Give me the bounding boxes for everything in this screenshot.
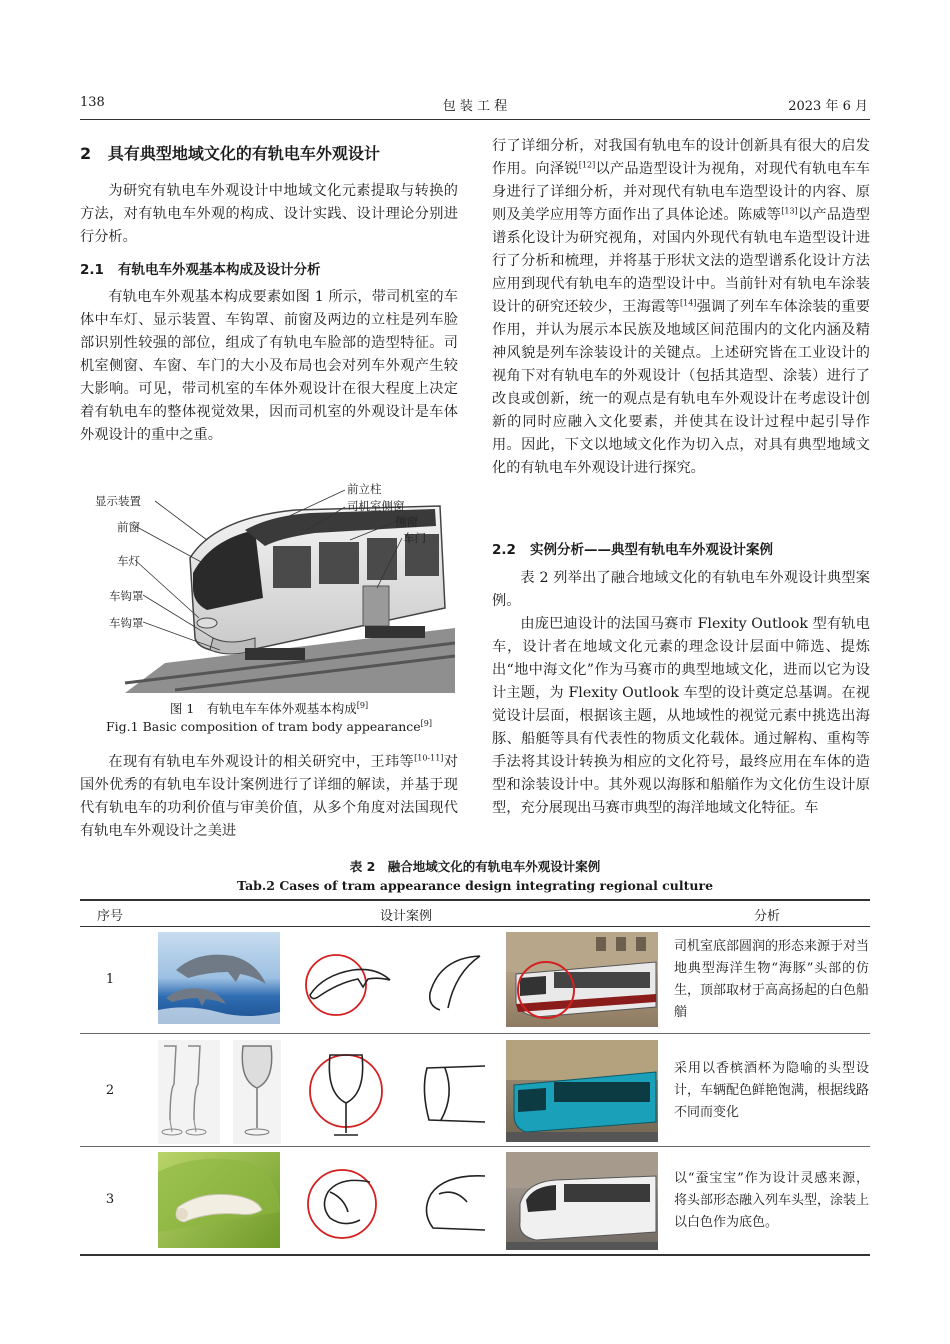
- label-door: 车门: [403, 531, 426, 545]
- paragraph-right-1: [492, 135, 870, 480]
- section-number: 2: [80, 144, 92, 163]
- paragraph-2-1: 有轨电车外观基本构成要素如图 1 所示，带司机室的车体中车灯、显示装置、车钩罩、前窗及两边的立柱是列车脸部识别性较强的部位，组成了有轨电车脸部的造型特征。司机室侧窗、车窗、车门的大小及布局也会对列车外观产生较大影响。可见，带司机室的车体外观设计在很大程度上决定着有轨电车的整体视觉效果，因而司机室的外观设计是车体外观设计的重中之重。: [80, 289, 458, 443]
- table-header-case: 设计案例: [380, 909, 433, 924]
- table-2-title-cn: 表 2 融合地域文化的有轨电车外观设计案例: [349, 859, 601, 874]
- marseille-tram-photo: [506, 932, 658, 1027]
- subsection-title: 实例分析——典型有轨电车外观设计案例: [530, 542, 774, 558]
- paragraph-right-2: 表 2 列举出了融合地域文化的有轨电车外观设计典型案例。: [492, 570, 870, 609]
- silkworm-photo: [158, 1152, 280, 1248]
- caption-cn-ref: [9]: [356, 700, 369, 710]
- subsection-2-2-heading: [492, 538, 773, 558]
- issue-date: 2023 年 6 月: [788, 99, 868, 114]
- dolphin-photo: [158, 932, 280, 1024]
- figure-1: [95, 478, 455, 693]
- text-run: 行了详细分析，对我国有轨电车的设计创新具有很大的启发作用。向泽锐: [492, 138, 870, 177]
- bow-sketch: [420, 948, 490, 1018]
- table-row-rule: [80, 1033, 870, 1034]
- blue-tram-photo: [506, 1040, 658, 1142]
- label-side-window: 侧窗: [395, 515, 418, 529]
- label-coupler-cover-2: 车钩罩: [109, 616, 144, 630]
- label-front-pillar: 前立柱: [347, 482, 382, 496]
- subsection-number: 2.2: [492, 542, 516, 558]
- paragraph-left-bottom: [80, 751, 458, 843]
- champagne-glass-photo-2: [233, 1040, 281, 1144]
- text-run: 在现有有轨电车外观设计的相关研究中，王玮等: [108, 754, 415, 770]
- table-top-rule: [80, 899, 870, 901]
- section-title: 具有典型地域文化的有轨电车外观设计: [107, 144, 380, 163]
- glass-sketch: [298, 1045, 398, 1145]
- text-run: 以产品造型设计为视角，对现代有轨电车车身进行了详细分析，并对现代有轨电车造型设计的内容、原则及美学应用等方面作出了具体论述。陈威等: [492, 161, 870, 223]
- table-row-1-analysis: 司机室底部圆润的形态来源于对当地典型海洋生物“海豚”头部的仿生，顶部取材于高高扬起的白色船艏: [674, 939, 870, 1020]
- silkworm-sketch: [300, 1158, 400, 1248]
- table-header-analysis: 分析: [754, 909, 781, 924]
- caption-cn: 图 1 有轨电车车体外观基本构成: [169, 701, 357, 716]
- citation-ref: [12]: [578, 160, 596, 170]
- page-number: 138: [80, 95, 105, 110]
- citation-ref: [13]: [781, 206, 798, 216]
- table-row-2-num: 2: [105, 1083, 115, 1098]
- table-row-3-analysis: 以“蚕宝宝”作为设计灵感来源，将头部形态融入列车头型，涂装上以白色作为底色。: [674, 1171, 870, 1230]
- text-run: 对国外优秀的有轨电车设计案例进行了详细的解读，并基于现代有轨电车的功利价值与审美价值，从多个角度对法国现代有轨电车外观设计之美进: [80, 754, 458, 839]
- table-row-2-analysis: 采用以香槟酒杯为隐喻的头型设计，车辆配色鲜艳饱满，根据线路不同而变化: [674, 1061, 870, 1120]
- paragraph-right-3: 由庞巴迪设计的法国马赛市 Flexity Outlook 型有轨电车，设计者在地域文化元素的理念设计层面中筛选、提炼出“地中海文化”作为马赛市的典型地域文化，进而以它为设计主题，为 Flexity Outlook 车型的设计奠定总基调。在视觉设计层面，根据该主题，从地域性的视觉元素中挑选出海豚、船艇等具有代表性的物质文化载体。通过解构、重构等手法将其设计转换为相应的文化符号，最终应用在车体的造型和涂装设计中。其外观以海豚和船艏作为文化仿生设计原型，充分展现出马赛市典型的海洋地域文化特征。车: [492, 616, 870, 816]
- table-2-title-en: Tab.2 Cases of tram appearance design integrating regional culture: [236, 878, 714, 893]
- header-rule: [80, 119, 870, 120]
- table-row-3-num: 3: [105, 1192, 115, 1207]
- intro-paragraph: 为研究有轨电车外观设计中地域文化元素提取与转换的方法，对有轨电车外观的构成、设计实践、设计理论分别进行分析。: [80, 183, 458, 245]
- text-run: 以产品造型谱系化设计为研究视角，对国内外现代有轨电车造型设计进行了分析和梳理，并将基于形状文法的造型谱系化设计方法应用到现代有轨电车的造型设计中。当前针对有轨电车涂装设计的研究还较少，王海霞等: [492, 207, 870, 315]
- table-header-num: 序号: [96, 909, 123, 924]
- section-2-heading: [80, 141, 380, 164]
- citation-ref: [10-11]: [414, 753, 444, 763]
- subsection-number: 2.1: [80, 262, 104, 278]
- subsection-2-1-heading: [80, 258, 321, 278]
- label-display: 显示装置: [95, 494, 141, 508]
- glass-tram-sketch: [415, 1060, 495, 1130]
- text-run: 强调了列车车体涂装的重要作用，并认为展示本民族及地域区间范围内的文化内涵及精神风貌是列车涂装设计的关键点。上述研究皆在工业设计的视角下对有轨电车的外观设计（包括其造型、涂装）进行了改良或创新，统一的观点是有轨电车外观设计在考虑设计创新的同时应融入文化要素，并使其在设计过程中起引导作用。因此，下文以地域文化作为切入点，对具有典型地域文化的有轨电车外观设计进行探究。: [492, 299, 870, 476]
- subsection-title: 有轨电车外观基本构成及设计分析: [118, 262, 321, 278]
- table-row-1-num: 1: [105, 972, 115, 987]
- figure-1-caption: [80, 700, 458, 736]
- caption-en: Fig.1 Basic composition of tram body appearance: [106, 719, 421, 734]
- champagne-glass-photo-1: [158, 1040, 220, 1144]
- label-cab-side-window: 司机室侧窗: [347, 499, 405, 513]
- table-bottom-rule: [80, 1254, 870, 1256]
- caption-en-ref: [9]: [420, 718, 432, 728]
- dolphin-sketch: [298, 945, 398, 1020]
- table-header-rule: [80, 926, 870, 927]
- citation-ref: [14]: [680, 298, 697, 308]
- label-coupler-cover-1: 车钩罩: [109, 589, 144, 603]
- silkworm-tram-sketch: [415, 1168, 495, 1238]
- table-row-rule: [80, 1146, 870, 1147]
- lyon-tram-photo: [506, 1152, 658, 1250]
- label-front-window: 前窗: [117, 520, 140, 534]
- journal-name: 包 装 工 程: [442, 99, 508, 114]
- label-headlight: 车灯: [117, 554, 140, 568]
